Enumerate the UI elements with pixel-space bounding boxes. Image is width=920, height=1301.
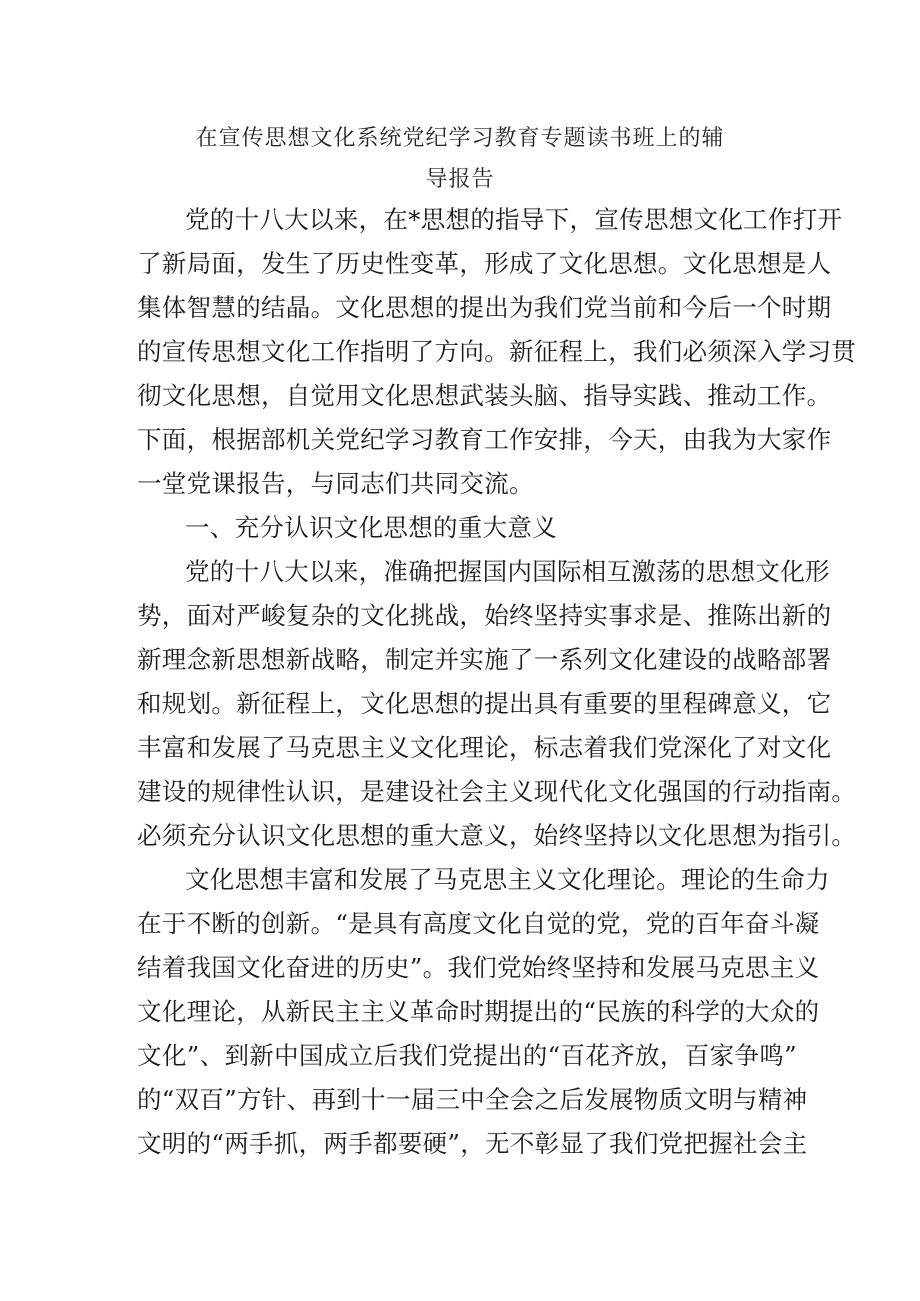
paragraph-3-line-1: 文化思想丰富和发展了马克思主义文化理论。理论的生命力 (185, 865, 830, 894)
paragraph-3-line-3: 结着我国文化奋进的历史”。我们党始终坚持和发展马克思主义 (137, 953, 820, 982)
paragraph-2-line-6: 建设的规律性认识，是建设社会主义现代化文化强国的行动指南。 (137, 777, 857, 806)
paragraph-1-line-7: 一堂党课报告，与同志们共同交流。 (137, 469, 534, 498)
paragraph-1-line-4: 的宣传思想文化工作指明了方向。新征程上，我们必须深入学习贯 (137, 337, 857, 366)
paragraph-1-line-6: 下面，根据部机关党纪学习教育工作安排，今天，由我为大家作 (137, 425, 832, 454)
paragraph-2-line-4: 和规划。新征程上，文化思想的提出具有重要的里程碑意义，它 (137, 689, 832, 718)
paragraph-1-line-5: 彻文化思想，自觉用文化思想武装头脑、指导实践、推动工作。 (137, 381, 832, 410)
paragraph-1-line-3: 集体智慧的结晶。文化思想的提出为我们党当前和今后一个时期 (137, 293, 832, 322)
paragraph-2-line-7: 必须充分认识文化思想的重大意义，始终坚持以文化思想为指引。 (137, 821, 857, 850)
paragraph-3-line-2: 在于不断的创新。“是具有高度文化自觉的党，党的百年奋斗凝 (137, 909, 820, 938)
paragraph-2-line-2: 势，面对严峻复杂的文化挑战，始终坚持实事求是、推陈出新的 (137, 601, 832, 630)
paragraph-1-line-2: 了新局面，发生了历史性变革，形成了文化思想。文化思想是人 (137, 249, 832, 278)
paragraph-3-line-6: 的“双百”方针、再到十一届三中全会之后发展物质文明与精神 (137, 1085, 808, 1114)
document-title-line-1: 在宣传思想文化系统党纪学习教育专题读书班上的辅 (195, 126, 725, 151)
document-title-line-2: 导报告 (425, 167, 495, 192)
paragraph-3-line-5: 文化”、到新中国成立后我们党提出的“百花齐放，百家争鸣” (137, 1041, 797, 1070)
paragraph-2-line-3: 新理念新思想新战略，制定并实施了一系列文化建设的战略部署 (137, 645, 832, 674)
paragraph-2-line-5: 丰富和发展了马克思主义文化理论，标志着我们党深化了对文化 (137, 733, 832, 762)
paragraph-1-line-1: 党的十八大以来，在*思想的指导下，宣传思想文化工作打开 (185, 205, 843, 234)
paragraph-2-line-1: 党的十八大以来，准确把握国内国际相互激荡的思想文化形 (185, 557, 830, 586)
paragraph-3-line-7: 文明的“两手抓，两手都要硬”，无不彰显了我们党把握社会主 (137, 1129, 808, 1158)
paragraph-3-line-4: 文化理论，从新民主主义革命时期提出的“民族的科学的大众的 (137, 997, 820, 1026)
section-heading-1: 一、充分认识文化思想的重大意义 (185, 513, 557, 542)
